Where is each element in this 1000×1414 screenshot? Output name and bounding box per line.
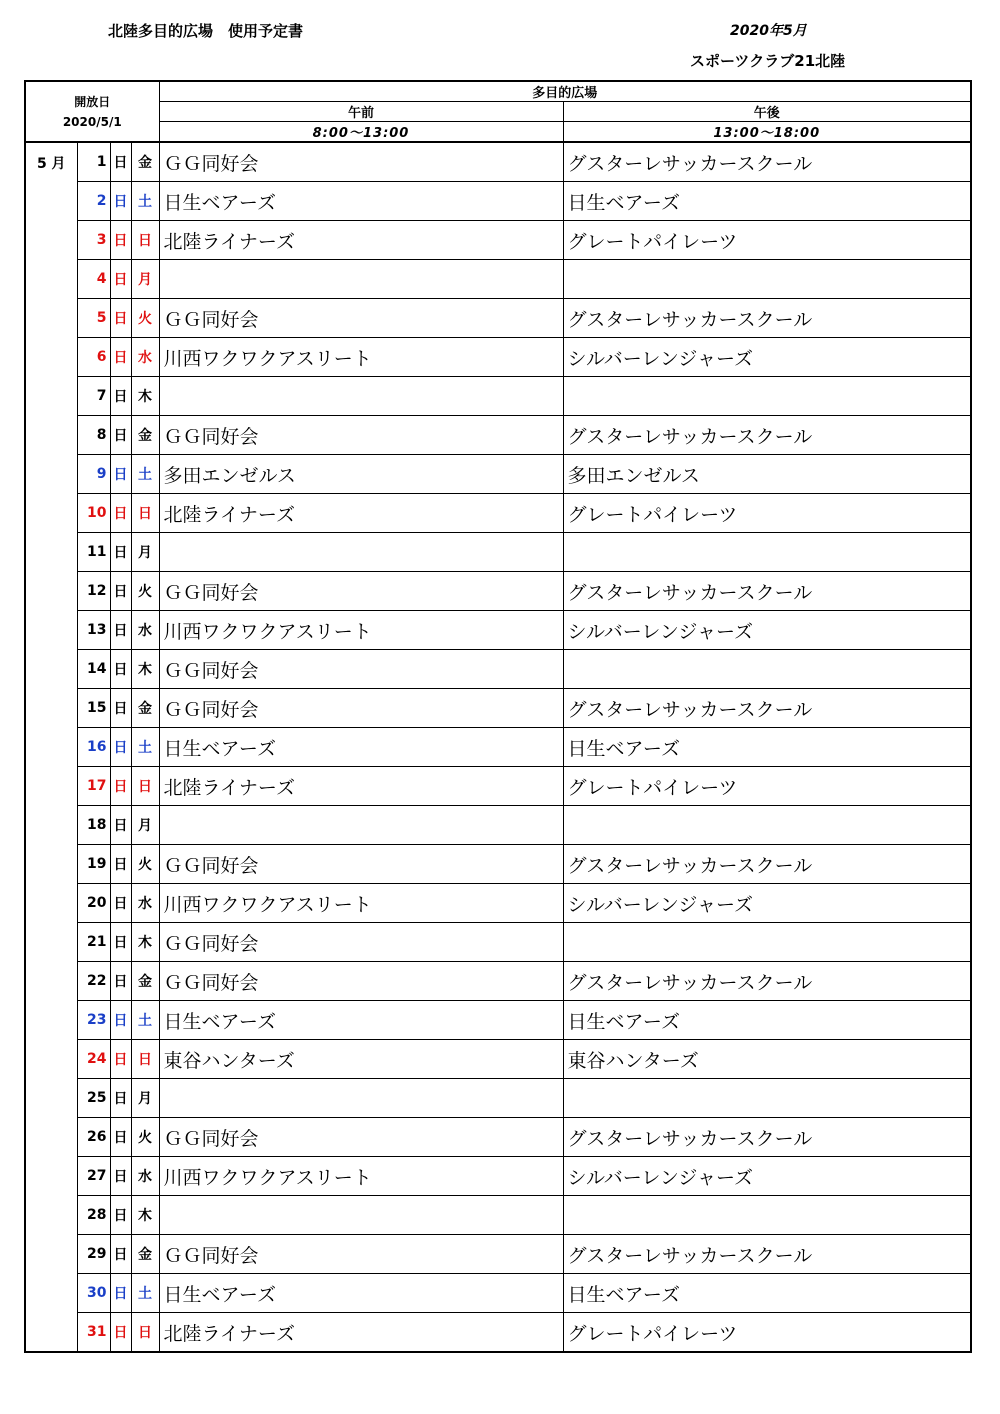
- schedule-row: [25, 572, 971, 611]
- day-unit: 日: [110, 260, 131, 299]
- pm-booking: 東谷ハンターズ: [563, 1040, 971, 1079]
- schedule-row: [25, 845, 971, 884]
- am-booking: ＧＧ同好会: [159, 142, 563, 182]
- day-number: 17: [77, 767, 110, 806]
- schedule-row: [25, 260, 971, 299]
- weekday: 月: [131, 533, 159, 572]
- am-booking: 川西ワクワクアスリート: [159, 611, 563, 650]
- am-booking: 北陸ライナーズ: [159, 1313, 563, 1353]
- am-booking: 日生ベアーズ: [159, 728, 563, 767]
- weekday: 火: [131, 299, 159, 338]
- day-number: 25: [77, 1079, 110, 1118]
- day-number: 28: [77, 1196, 110, 1235]
- document-month: 2020年5月: [730, 23, 807, 39]
- weekday: 火: [131, 845, 159, 884]
- pm-booking: グスターレサッカースクール: [563, 845, 971, 884]
- day-number: 16: [77, 728, 110, 767]
- day-unit: 日: [110, 377, 131, 416]
- day-unit: 日: [110, 650, 131, 689]
- day-number: 11: [77, 533, 110, 572]
- weekday: 木: [131, 650, 159, 689]
- pm-booking: [563, 650, 971, 689]
- schedule-row: [25, 884, 971, 923]
- schedule-row: [25, 416, 971, 455]
- am-booking: 北陸ライナーズ: [159, 767, 563, 806]
- pm-booking: [563, 377, 971, 416]
- am-booking: [159, 806, 563, 845]
- pm-booking: シルバーレンジャーズ: [563, 611, 971, 650]
- pm-booking: グスターレサッカースクール: [563, 689, 971, 728]
- weekday: 日: [131, 1313, 159, 1353]
- day-number: 27: [77, 1157, 110, 1196]
- am-booking: ＧＧ同好会: [159, 923, 563, 962]
- facility-header: 多目的広場: [159, 81, 971, 102]
- day-number: 5: [77, 299, 110, 338]
- am-booking: ＧＧ同好会: [159, 1118, 563, 1157]
- schedule-row: [25, 1001, 971, 1040]
- day-number: 21: [77, 923, 110, 962]
- pm-booking: 日生ベアーズ: [563, 1274, 971, 1313]
- day-number: 26: [77, 1118, 110, 1157]
- day-unit: 日: [110, 1157, 131, 1196]
- day-unit: 日: [110, 884, 131, 923]
- day-unit: 日: [110, 1196, 131, 1235]
- day-unit: 日: [110, 767, 131, 806]
- weekday: 水: [131, 884, 159, 923]
- open-day-date: 2020/5/1: [62, 114, 122, 129]
- am-booking: ＧＧ同好会: [159, 299, 563, 338]
- pm-booking: グレートパイレーツ: [563, 767, 971, 806]
- day-unit: 日: [110, 221, 131, 260]
- pm-booking: [563, 806, 971, 845]
- schedule-row: [25, 1235, 971, 1274]
- schedule-row: [25, 533, 971, 572]
- weekday: 月: [131, 806, 159, 845]
- day-unit: 日: [110, 1079, 131, 1118]
- weekday: 金: [131, 1235, 159, 1274]
- pm-booking: グレートパイレーツ: [563, 221, 971, 260]
- day-unit: 日: [110, 494, 131, 533]
- open-day-label: 開放日: [74, 94, 111, 109]
- day-unit: 日: [110, 806, 131, 845]
- pm-booking: グスターレサッカースクール: [563, 416, 971, 455]
- day-unit: 日: [110, 572, 131, 611]
- weekday: 土: [131, 182, 159, 221]
- day-unit: 日: [110, 142, 131, 182]
- day-unit: 日: [110, 923, 131, 962]
- weekday: 木: [131, 377, 159, 416]
- day-number: 1: [77, 142, 110, 182]
- pm-booking: シルバーレンジャーズ: [563, 1157, 971, 1196]
- am-booking: 多田エンゼルス: [159, 455, 563, 494]
- am-booking: ＧＧ同好会: [159, 572, 563, 611]
- weekday: 土: [131, 455, 159, 494]
- pm-booking: グレートパイレーツ: [563, 1313, 971, 1353]
- schedule-row: [25, 728, 971, 767]
- am-booking: ＧＧ同好会: [159, 962, 563, 1001]
- day-number: 8: [77, 416, 110, 455]
- weekday: 金: [131, 416, 159, 455]
- weekday: 火: [131, 1118, 159, 1157]
- day-number: 19: [77, 845, 110, 884]
- day-number: 2: [77, 182, 110, 221]
- schedule-row: [25, 962, 971, 1001]
- open-day-header: [25, 81, 159, 142]
- schedule-row: [25, 1313, 971, 1353]
- pm-booking: 日生ベアーズ: [563, 728, 971, 767]
- pm-booking: 多田エンゼルス: [563, 455, 971, 494]
- pm-booking: [563, 533, 971, 572]
- day-number: 3: [77, 221, 110, 260]
- pm-booking: [563, 1079, 971, 1118]
- schedule-row: [25, 221, 971, 260]
- day-unit: 日: [110, 299, 131, 338]
- schedule-row: [25, 806, 971, 845]
- day-number: 13: [77, 611, 110, 650]
- schedule-row: [25, 182, 971, 221]
- day-number: 7: [77, 377, 110, 416]
- schedule-row: [25, 923, 971, 962]
- pm-booking: 日生ベアーズ: [563, 182, 971, 221]
- pm-booking: シルバーレンジャーズ: [563, 884, 971, 923]
- am-booking: [159, 377, 563, 416]
- day-unit: 日: [110, 1040, 131, 1079]
- weekday: 火: [131, 572, 159, 611]
- day-number: 31: [77, 1313, 110, 1353]
- am-booking: 日生ベアーズ: [159, 1274, 563, 1313]
- day-unit: 日: [110, 962, 131, 1001]
- schedule-row: [25, 1118, 971, 1157]
- weekday: 土: [131, 1274, 159, 1313]
- day-unit: 日: [110, 455, 131, 494]
- weekday: 水: [131, 1157, 159, 1196]
- am-booking: [159, 533, 563, 572]
- am-booking: 北陸ライナーズ: [159, 221, 563, 260]
- am-booking: ＧＧ同好会: [159, 845, 563, 884]
- day-unit: 日: [110, 338, 131, 377]
- day-number: 18: [77, 806, 110, 845]
- schedule-row: [25, 494, 971, 533]
- pm-booking: グスターレサッカースクール: [563, 1118, 971, 1157]
- weekday: 日: [131, 221, 159, 260]
- day-unit: 日: [110, 416, 131, 455]
- day-unit: 日: [110, 611, 131, 650]
- schedule-row: [25, 142, 971, 182]
- am-time: 8:00～13:00: [159, 122, 563, 143]
- weekday: 日: [131, 494, 159, 533]
- pm-header: 午後: [563, 102, 971, 122]
- day-number: 23: [77, 1001, 110, 1040]
- day-number: 24: [77, 1040, 110, 1079]
- day-number: 20: [77, 884, 110, 923]
- day-unit: 日: [110, 1001, 131, 1040]
- day-unit: 日: [110, 689, 131, 728]
- weekday: 水: [131, 338, 159, 377]
- pm-booking: シルバーレンジャーズ: [563, 338, 971, 377]
- weekday: 木: [131, 1196, 159, 1235]
- am-booking: 川西ワクワクアスリート: [159, 338, 563, 377]
- am-booking: ＧＧ同好会: [159, 1235, 563, 1274]
- pm-booking: グスターレサッカースクール: [563, 299, 971, 338]
- schedule-row: [25, 1079, 971, 1118]
- am-booking: 川西ワクワクアスリート: [159, 1157, 563, 1196]
- schedule-row: [25, 689, 971, 728]
- am-booking: [159, 1196, 563, 1235]
- day-unit: 日: [110, 1274, 131, 1313]
- am-booking: [159, 260, 563, 299]
- pm-time: 13:00～18:00: [563, 122, 971, 143]
- weekday: 月: [131, 260, 159, 299]
- am-booking: 川西ワクワクアスリート: [159, 884, 563, 923]
- day-number: 12: [77, 572, 110, 611]
- weekday: 金: [131, 689, 159, 728]
- weekday: 水: [131, 611, 159, 650]
- day-number: 30: [77, 1274, 110, 1313]
- weekday: 金: [131, 962, 159, 1001]
- pm-booking: 日生ベアーズ: [563, 1001, 971, 1040]
- day-unit: 日: [110, 1235, 131, 1274]
- weekday: 日: [131, 767, 159, 806]
- day-number: 14: [77, 650, 110, 689]
- pm-booking: [563, 923, 971, 962]
- schedule-row: [25, 1196, 971, 1235]
- day-unit: 日: [110, 182, 131, 221]
- schedule-row: [25, 767, 971, 806]
- day-number: 9: [77, 455, 110, 494]
- pm-booking: グスターレサッカースクール: [563, 1235, 971, 1274]
- pm-booking: [563, 1196, 971, 1235]
- am-booking: ＧＧ同好会: [159, 416, 563, 455]
- schedule-row: [25, 1040, 971, 1079]
- pm-booking: [563, 260, 971, 299]
- am-booking: 日生ベアーズ: [159, 1001, 563, 1040]
- schedule-row: [25, 455, 971, 494]
- weekday: 月: [131, 1079, 159, 1118]
- day-number: 22: [77, 962, 110, 1001]
- schedule-row: [25, 611, 971, 650]
- am-booking: 東谷ハンターズ: [159, 1040, 563, 1079]
- day-number: 6: [77, 338, 110, 377]
- schedule-body: [25, 142, 971, 1352]
- weekday: 木: [131, 923, 159, 962]
- am-booking: ＧＧ同好会: [159, 650, 563, 689]
- schedule-row: [25, 650, 971, 689]
- schedule-row: [25, 377, 971, 416]
- schedule-row: [25, 299, 971, 338]
- day-number: 15: [77, 689, 110, 728]
- am-booking: 北陸ライナーズ: [159, 494, 563, 533]
- weekday: 土: [131, 728, 159, 767]
- club-name: スポーツクラブ21北陸: [690, 52, 846, 70]
- day-unit: 日: [110, 533, 131, 572]
- pm-booking: グスターレサッカースクール: [563, 962, 971, 1001]
- schedule-table: [24, 80, 972, 1353]
- schedule-row: [25, 1274, 971, 1313]
- am-booking: 日生ベアーズ: [159, 182, 563, 221]
- document-title: 北陸多目的広場 使用予定書: [108, 22, 304, 40]
- day-number: 10: [77, 494, 110, 533]
- month-label: 5 月: [25, 142, 77, 1352]
- weekday: 日: [131, 1040, 159, 1079]
- pm-booking: グスターレサッカースクール: [563, 572, 971, 611]
- pm-booking: グレートパイレーツ: [563, 494, 971, 533]
- schedule-row: [25, 338, 971, 377]
- weekday: 土: [131, 1001, 159, 1040]
- am-booking: ＧＧ同好会: [159, 689, 563, 728]
- day-unit: 日: [110, 1313, 131, 1353]
- am-booking: [159, 1079, 563, 1118]
- am-header: 午前: [159, 102, 563, 122]
- day-unit: 日: [110, 728, 131, 767]
- day-number: 4: [77, 260, 110, 299]
- weekday: 金: [131, 142, 159, 182]
- day-unit: 日: [110, 1118, 131, 1157]
- pm-booking: グスターレサッカースクール: [563, 142, 971, 182]
- day-unit: 日: [110, 845, 131, 884]
- schedule-row: [25, 1157, 971, 1196]
- day-number: 29: [77, 1235, 110, 1274]
